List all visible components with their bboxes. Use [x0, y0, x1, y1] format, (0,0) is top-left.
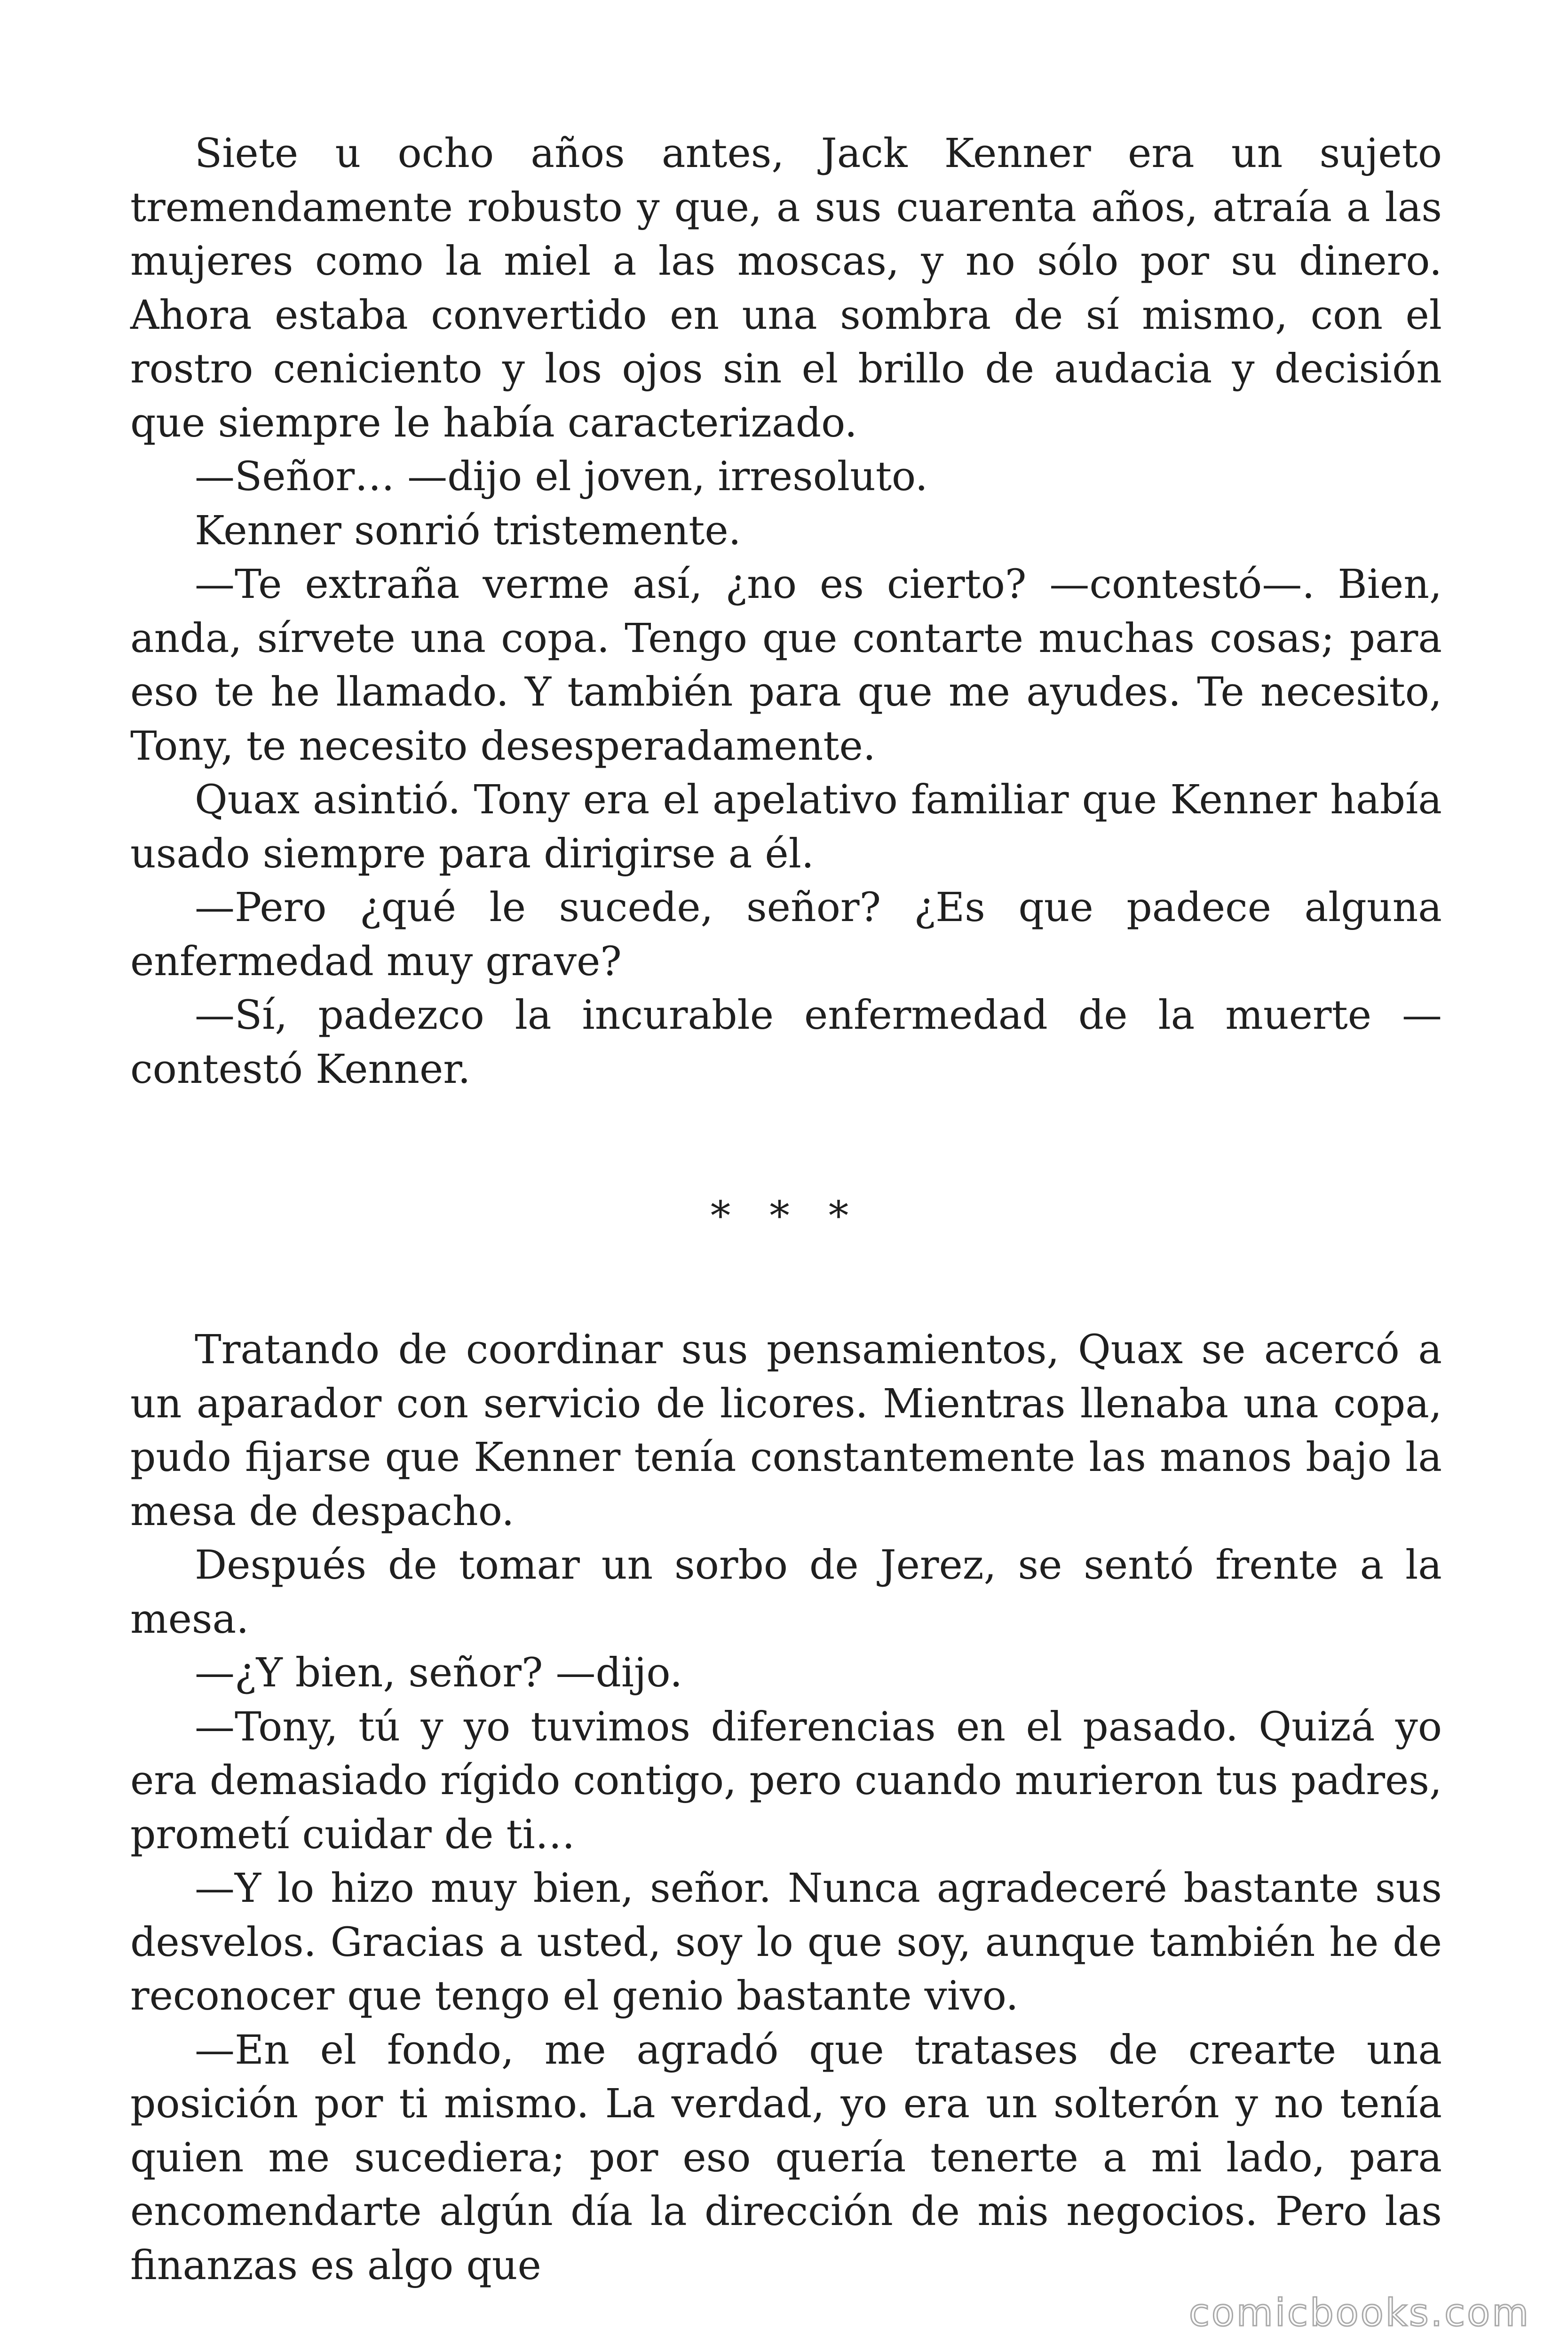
paragraph: —¿Y bien, señor? —dijo.	[195, 1650, 683, 1696]
page-body	[130, 127, 1442, 2293]
paragraph: —Pero ¿qué le sucede, señor? ¿Es que padece alguna enfermedad muy grave?	[130, 884, 1442, 985]
paragraph: —Te extraña verme así, ¿no es cierto? —contestó—. Bien, anda, sírvete una copa. Tengo que contarte muchas cosas; para eso te he llamado. Y también para que me ayudes. Te necesito, Tony, te necesito desesperadamente.	[130, 561, 1442, 770]
paragraph: Después de tomar un sorbo de Jerez, se sentó frente a la mesa.	[130, 1542, 1442, 1643]
text-block-1	[130, 127, 1442, 1097]
watermark: comicbooks.com	[1188, 2291, 1530, 2335]
paragraph: —Sí, padezco la incurable enfermedad de la muerte —contestó Kenner.	[130, 992, 1442, 1093]
paragraph: Kenner sonrió tristemente.	[195, 507, 741, 554]
paragraph: —Señor… —dijo el joven, irresoluto.	[195, 453, 928, 500]
text-block-2	[130, 1323, 1442, 2293]
paragraph: Siete u ocho años antes, Jack Kenner era un sujeto tremendamente robusto y que, a sus cuarenta años, atraía a las mujeres como la miel a las moscas, y no sólo por su dinero. Ahora estaba convertido en una sombra de sí mismo, con el rostro ceniciento y los ojos sin el brillo de audacia y decisión que siempre le había caracterizado.	[130, 130, 1442, 446]
paragraph: —En el fondo, me agradó que tratases de crearte una posición por ti mismo. La verdad, yo era un solterón y no tenía quien me sucediera; por eso quería tenerte a mi lado, para encomendarte algún día la dirección de mis negocios. Pero las finanzas es algo que	[130, 2026, 1442, 2289]
paragraph: —Tony, tú y yo tuvimos diferencias en el pasado. Quizá yo era demasiado rígido contigo, pero cuando murieron tus padres, prometí cuidar de ti…	[130, 1703, 1442, 1858]
paragraph: Quax asintió. Tony era el apelativo familiar que Kenner había usado siempre para dirigirse a él.	[130, 777, 1442, 877]
paragraph: —Y lo hizo muy bien, señor. Nunca agradeceré bastante sus desvelos. Gracias a usted, soy lo que soy, aunque también he de reconocer que tengo el genio bastante vivo.	[130, 1865, 1442, 2019]
paragraph: Tratando de coordinar sus pensamientos, Quax se acercó a un aparador con servicio de licores. Mientras llenaba una copa, pudo fijarse que Kenner tenía constantemente las manos bajo la mesa de despacho.	[130, 1327, 1442, 1535]
section-separator: * * *	[710, 1193, 862, 1240]
